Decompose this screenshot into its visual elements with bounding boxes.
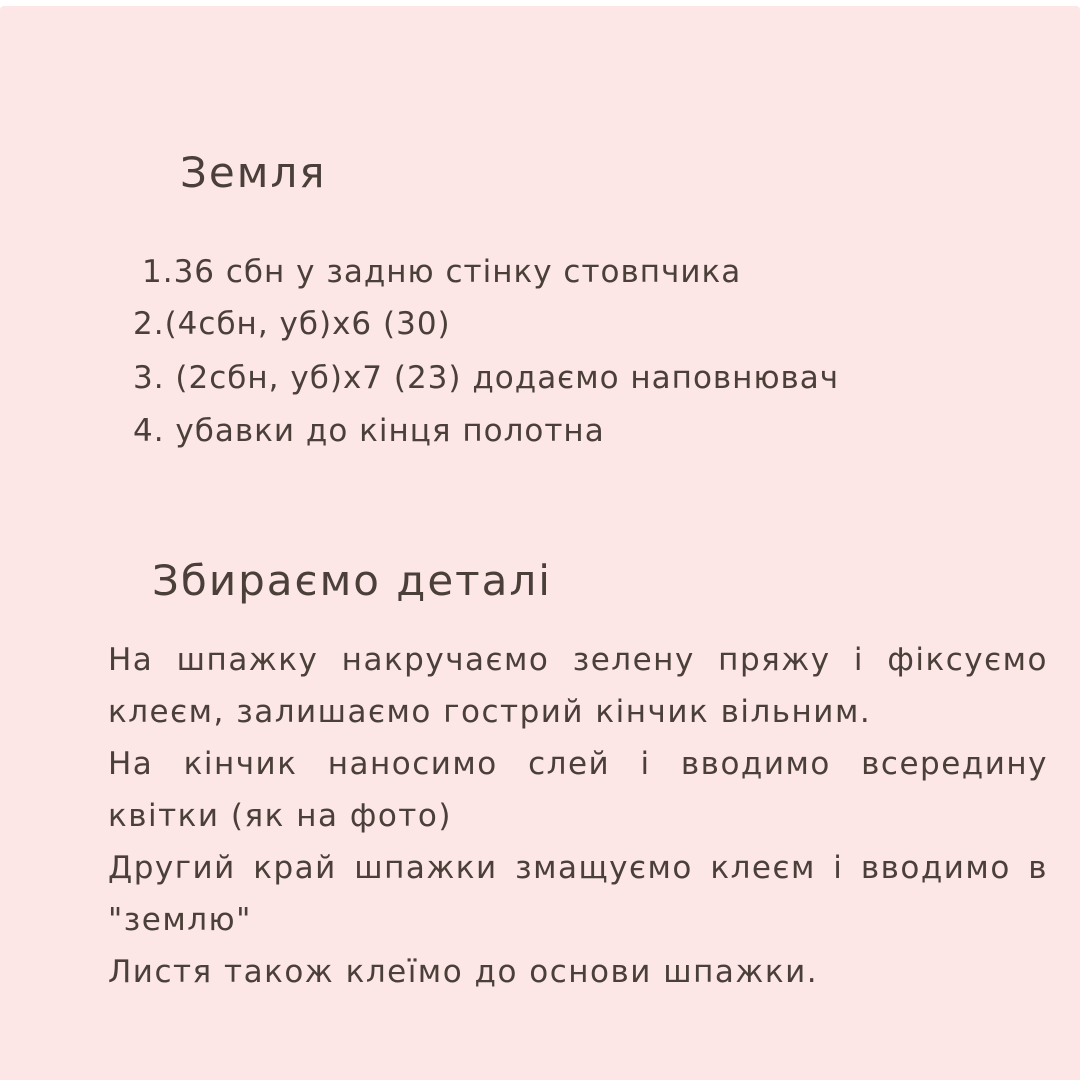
assembly-line-2: клеєм, залишаємо гострий кінчик вільним. xyxy=(108,694,872,730)
assembly-line-7: Листя також клеїмо до основи шпажки. xyxy=(108,954,819,990)
assembly-line-3: На кінчик наносимо слей і вводимо всередину xyxy=(108,746,1048,782)
assembly-line-6: "землю" xyxy=(108,902,252,938)
assembly-line-5: Другий край шпажки змащуємо клеєм і вводимо в xyxy=(108,850,1048,886)
assembly-line-1: На шпажку накручаємо зелену пряжу і фіксуємо xyxy=(108,642,1048,678)
section-title-earth: Земля xyxy=(180,148,327,197)
section-title-assembly: Збираємо деталі xyxy=(152,556,552,605)
assembly-line-4: квітки (як на фото) xyxy=(108,798,452,834)
step-3: 3. (2сбн, уб)х7 (23) додаємо наповнювач xyxy=(133,360,840,396)
step-2: 2.(4сбн, уб)х6 (30) xyxy=(133,306,451,342)
step-4: 4. убавки до кінця полотна xyxy=(133,413,605,449)
step-1: 1.36 сбн у задню стінку стовпчика xyxy=(142,254,742,290)
